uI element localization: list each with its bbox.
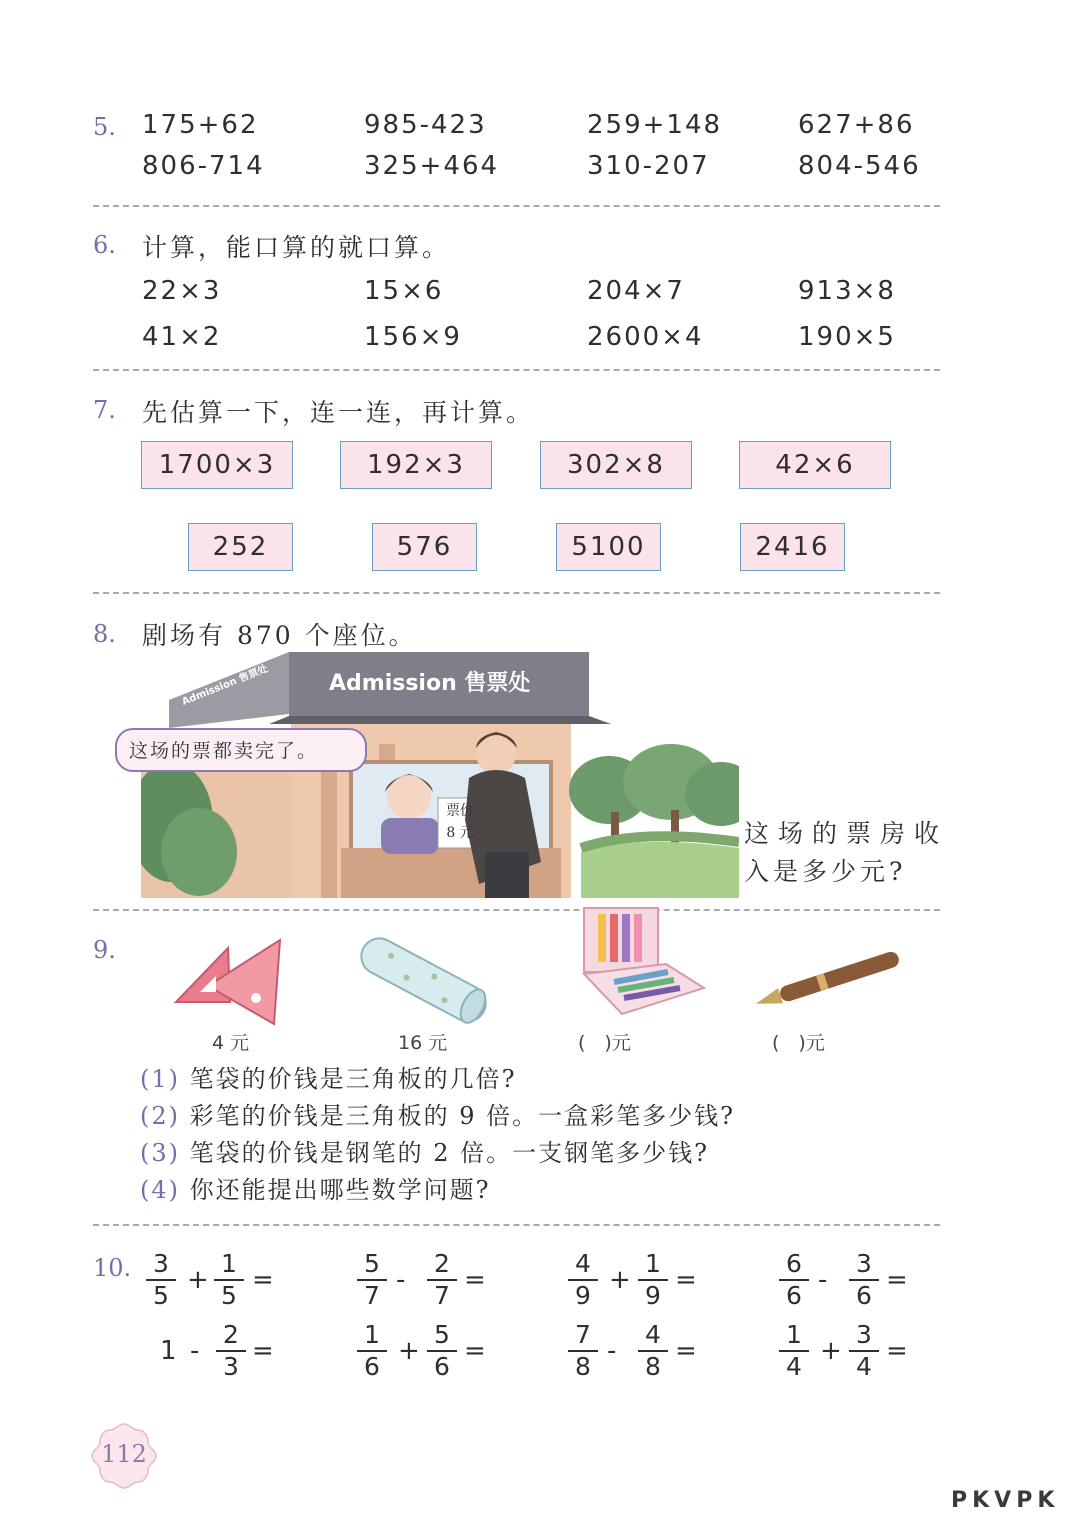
price-label: 4 元 — [212, 1032, 250, 1054]
expression: 913×8 — [798, 276, 896, 306]
price-sign-value: 8 元 — [446, 825, 474, 841]
question-instruction: 计算，能口算的就口算。 — [142, 233, 451, 262]
section-divider — [93, 1224, 940, 1226]
fraction: 3 5 — [144, 1250, 178, 1310]
fraction: 4 8 — [636, 1321, 670, 1381]
admission-sign: Admission 售票处 — [329, 671, 531, 696]
question-number: 7. — [93, 396, 116, 424]
expression: 190×5 — [798, 322, 896, 352]
estimate-box[interactable]: 1700×3 — [141, 441, 293, 489]
fraction: 3 4 — [847, 1321, 881, 1381]
fraction: 3 6 — [847, 1250, 881, 1310]
question-number: 9. — [93, 936, 116, 964]
marker-box-icon — [576, 902, 708, 1022]
equals-sign: = — [675, 1336, 697, 1366]
equals-sign: = — [886, 1336, 908, 1366]
expression: 985-423 — [364, 110, 487, 140]
expression: 156×9 — [364, 322, 462, 352]
sub-question-number: (1) — [140, 1065, 180, 1093]
estimate-box[interactable]: 192×3 — [340, 441, 492, 489]
whole-number: 1 — [160, 1336, 177, 1366]
operator: + — [398, 1336, 420, 1366]
expression: 22×3 — [142, 276, 222, 306]
question-number: 10. — [93, 1254, 132, 1282]
expression: 175+62 — [142, 110, 259, 140]
fraction: 1 5 — [212, 1250, 246, 1310]
expression: 259+148 — [587, 110, 723, 140]
sub-question-number: (3) — [140, 1139, 180, 1167]
expression: 204×7 — [587, 276, 685, 306]
estimate-box[interactable]: 42×6 — [739, 441, 891, 489]
answer-box[interactable]: 252 — [188, 523, 293, 571]
section-divider — [93, 205, 940, 207]
expression: 310-207 — [587, 151, 710, 181]
expression: 2600×4 — [587, 322, 704, 352]
fraction: 5 7 — [355, 1250, 389, 1310]
operator: - — [190, 1336, 200, 1366]
sub-question-text: 笔袋的价钱是三角板的几倍? — [189, 1065, 517, 1093]
operator: + — [187, 1265, 209, 1295]
operator: + — [609, 1265, 631, 1295]
equals-sign: = — [252, 1336, 274, 1366]
equals-sign: = — [886, 1265, 908, 1295]
sub-question — [140, 1133, 709, 1168]
price-sign — [442, 800, 478, 844]
fraction: 1 6 — [355, 1321, 389, 1381]
pencil-case-icon — [352, 934, 496, 1024]
question-number: 5. — [93, 113, 116, 141]
price-label: 16 元 — [398, 1032, 448, 1054]
page-number: 112 — [101, 1440, 147, 1468]
admission-side-sign: Admission 售票处 — [180, 663, 270, 708]
section-divider — [93, 592, 940, 594]
sub-question — [140, 1170, 491, 1205]
fraction: 5 6 — [425, 1321, 459, 1381]
question-text: 入是多少元? — [744, 857, 907, 886]
answer-box[interactable]: 576 — [372, 523, 477, 571]
operator: + — [820, 1336, 842, 1366]
watermark: PKVPK — [951, 1488, 1060, 1513]
fraction: 2 3 — [214, 1321, 248, 1381]
triangle-ruler-icon — [172, 936, 284, 1026]
sub-question-text: 你还能提出哪些数学问题? — [189, 1176, 491, 1204]
answer-box[interactable]: 2416 — [740, 523, 845, 571]
sub-question — [140, 1096, 735, 1131]
question-text: 这场的票房收 — [744, 819, 949, 848]
equals-sign: = — [252, 1265, 274, 1295]
answer-box[interactable]: 5100 — [556, 523, 661, 571]
sub-question — [140, 1059, 517, 1094]
expression: 15×6 — [364, 276, 444, 306]
question-instruction: 先估算一下，连一连，再计算。 — [142, 398, 535, 427]
fraction: 6 6 — [777, 1250, 811, 1310]
question-statement: 剧场有 870 个座位。 — [142, 621, 417, 650]
operator: - — [607, 1336, 617, 1366]
expression: 804-546 — [798, 151, 921, 181]
equals-sign: = — [675, 1265, 697, 1295]
sub-question-text: 彩笔的价钱是三角板的 9 倍。一盒彩笔多少钱? — [189, 1102, 736, 1130]
expression: 325+464 — [364, 151, 500, 181]
price-label: ( )元 — [578, 1032, 631, 1054]
expression: 806-714 — [142, 151, 265, 181]
fraction: 7 8 — [566, 1321, 600, 1381]
expression: 41×2 — [142, 322, 222, 352]
speech-text: 这场的票都卖完了。 — [129, 740, 319, 762]
operator: - — [396, 1265, 406, 1295]
sub-question-text: 笔袋的价钱是钢笔的 2 倍。一支钢笔多少钱? — [189, 1139, 710, 1167]
sub-question-number: (2) — [140, 1102, 180, 1130]
section-divider — [93, 909, 940, 911]
sub-question-number: (4) — [140, 1176, 180, 1204]
fraction: 4 9 — [566, 1250, 600, 1310]
question-number: 6. — [93, 231, 116, 259]
fountain-pen-icon — [748, 948, 910, 1012]
ticket-booth-illustration — [129, 652, 739, 898]
expression: 627+86 — [798, 110, 915, 140]
price-label: ( )元 — [772, 1032, 825, 1054]
section-divider — [93, 369, 940, 371]
operator: - — [818, 1265, 828, 1295]
price-sign-label: 票价 — [446, 803, 474, 819]
fraction: 1 9 — [636, 1250, 670, 1310]
fraction: 1 4 — [777, 1321, 811, 1381]
equals-sign: = — [464, 1265, 486, 1295]
estimate-box[interactable]: 302×8 — [540, 441, 692, 489]
equals-sign: = — [464, 1336, 486, 1366]
question-number: 8. — [93, 620, 116, 648]
fraction: 2 7 — [425, 1250, 459, 1310]
